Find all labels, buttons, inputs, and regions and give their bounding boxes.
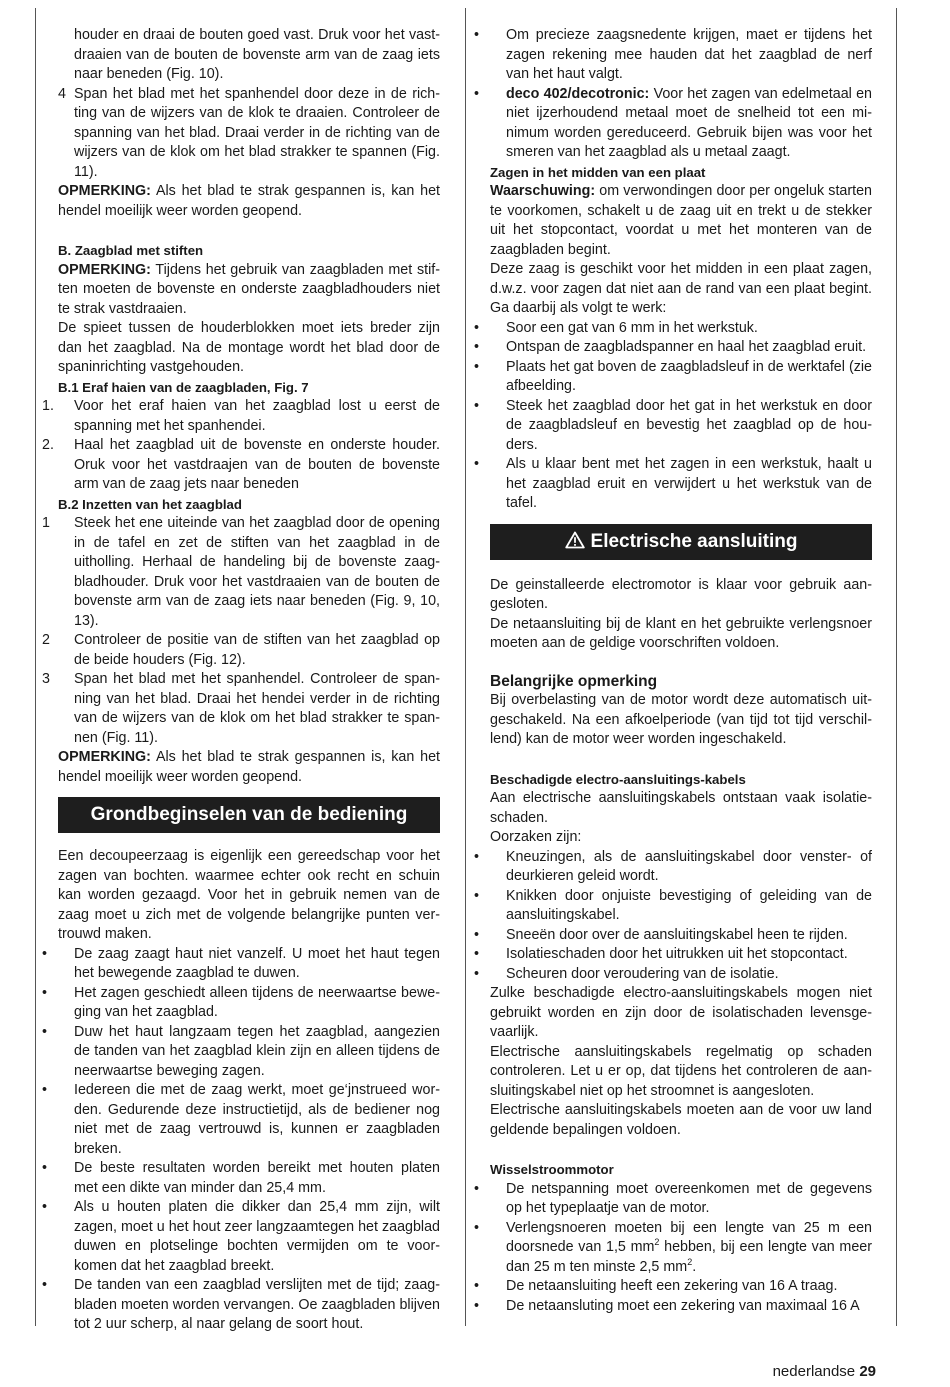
midden-heading: Zagen in het midden van een plaat bbox=[490, 164, 706, 180]
note-b-paragraph: OPMERKING: Tijdens het gebruik van zaagbladen met stiften moeten de bovenste en onderste zaagbladhouders niet te strak vastdraaien. bbox=[58, 261, 440, 317]
wissel-list bbox=[474, 1180, 873, 1317]
list-item: • Plaats het gat boven de zaagbladsleuf in de werktafel (zie afbeelding. bbox=[474, 358, 872, 394]
zulke-paragraph: Zulke beschadigde electro-aansluitingskabels mogen niet gebruikt worden en zijn door de isolatischaden levensgevaarlijk. bbox=[490, 985, 872, 1040]
netaansluiting-paragraph: De netaansluiting bij de klant en het gebruikte verlengsnoer moeten aan de geldige voorschriften voldoen. bbox=[490, 615, 872, 651]
list-item: • Knikken door onjuiste bevestiging of geleiding van de aansluitingskabel. bbox=[474, 887, 872, 923]
regelmatig-paragraph: Electrische aansluitingskabels regelmatig op schaden controleren. Let u er op, dat tijdens het controleren de aansluitingskabel niet op het stroomnet is aangesloten. bbox=[490, 1043, 872, 1099]
list-item: 1 Steek het ene uiteinde van het zaagblad door de opening in de tafel en zet de stiften van het zaagblad in de uitholling. Herhaal de handeling bij de bovenste zaagbladhouder. Druk voor het vastdraaien van de bouten de bovenste arm van de zaag iets naar beneden (Fig. 9, 10, 13). bbox=[42, 515, 440, 629]
kabels-heading: Beschadigde electro-aansluitings-kabels bbox=[490, 771, 746, 787]
oorzaken-label: Oorzaken zijn: bbox=[490, 829, 582, 845]
list-item: • Om precieze zaagsnedente krijgen, maet er tijdens het zagen rekening mee hauden dat het zaagblad de nerf van het haut valgt. bbox=[474, 27, 872, 82]
section-b-heading: B. Zaagblad met stiften bbox=[58, 243, 204, 258]
list-item: 3 Span het blad met het spanhendel. Controleer de spanning van het blad. Draai het hendei verder in de richting van de wijzers van de klok om het blad strakker te spannen (Fig. 11). bbox=[42, 671, 440, 746]
list-item: • De beste resultaten worden bereikt met houten platen met een dikte van minder dan 25,4 mm. bbox=[42, 1160, 440, 1196]
belangrijk-paragraph: Bij overbelasting van de motor wordt deze automatisch uitgeschakeld. Na een afkoelperiode (van tijd tot tijd verschillend) kan de motor weer worden ingeschakeld. bbox=[490, 692, 872, 747]
left-column bbox=[42, 26, 440, 1335]
list-item: 2. Haal het zaagblad uit de bovenste en onderste houder. Oruk voor het vastdraajen van de bouten de bovenste arm van de zaag jets naar beneden bbox=[42, 437, 440, 492]
left-margin-rule bbox=[35, 8, 36, 1326]
spieet-paragraph: De spieet tussen de houderblokken moet iets breder zijn dan het zaagblad. Na de montage wordt het blad door de spaninrichting vastgehouden. bbox=[58, 320, 440, 375]
list-item: • De netaansluiting heeft een zekering van 16 A traag. bbox=[474, 1278, 838, 1294]
wissel-heading: Wisselstroommotor bbox=[490, 1162, 614, 1177]
section-banner-electrische: Electrische aansluiting bbox=[490, 524, 872, 560]
decoupeer-paragraph: Een decoupeerzaag is eigenlijk een gereedschap voor het zagen van bochten. waarmee echter ook recht en schuin kan worden gezaagd. Voor het in gebruik nemen van de zaag moet u zich met de volgende belangrijke punten vertrouwd maken. bbox=[58, 848, 440, 942]
step-4: 4 Span het blad met het spanhendel door deze in de richting van de wijzers van de klok te draaien. Controleer de spanning van het blad. Draai verder in de richting van de wijzers van de klok om het blad strakker te spannen (Fig. 11). bbox=[58, 85, 440, 180]
page-number: 29 bbox=[859, 1363, 876, 1380]
list-item: • Verlengsnoeren moeten bij een lengte van 25 m een doorsnede van 1,5 $mm^2$ hebben, bij een lengte van meer dan 25 m ten minste 2,5 $mm^2$. bbox=[474, 1219, 873, 1275]
list-item: • Sneeën door over de aansluitingskabel heen te rijden. bbox=[474, 926, 848, 943]
list-item: • Als u houten platen die dikker dan 25,4 mm zijn, wilt zagen, moet u het hout zeer langzaamtegen het zaagblad duwen en plotselinge bochten vermijden om te voorkomen dat het zaagblad breekt. bbox=[42, 1199, 440, 1274]
list-item: 1. Voor het eraf haien van het zaagblad lost u eerst de spanning met het spanhendei. bbox=[42, 398, 440, 434]
bediening-bullet-list bbox=[42, 945, 440, 1335]
page-footer bbox=[773, 1362, 876, 1382]
list-item: • Ontspan de zaagbladspanner en haal het zaagblad eruit. bbox=[474, 339, 867, 355]
list-item: 2 Controleer de positie van de stiften van het zaagblad op de beide houders (Fig. 12). bbox=[42, 632, 440, 668]
list-item: • De zaag zaagt haut niet vanzelf. U moet het haut tegen het bewegende zaagblad te duwen. bbox=[42, 945, 440, 981]
list-item: • Steek het zaagblad door het gat in het werkstuk en door de zaagbladsleuf en bevestig het zaagblad op de houders. bbox=[474, 397, 872, 453]
midden-steps-list bbox=[474, 319, 872, 514]
kabels-paragraph: Aan electrische aansluitingskabels ontstaan vaak isolatieschaden. bbox=[490, 790, 872, 826]
warning-label: Waarschuwing: bbox=[490, 183, 596, 199]
list-item: • Het zagen geschiedt alleen tijdens de neerwaartse beweging van het zaagblad. bbox=[42, 984, 440, 1020]
geschikt-paragraph: Deze zaag is geschikt voor het midden in een plaat zagen, d.w.z. voor zagen dat niet aan de rand van een plaat begint. Ga daarbij als volgt te werk: bbox=[490, 261, 872, 316]
list-item: • deco 402/decotronic: Voor het zagen van edelmetaal en niet ijzerhoudend metaal moet de snelheid tot een minimum worden gereduceerd. Gebruik bijen was voor het smeren van het zaagblad als u metaal zaagt. bbox=[474, 85, 873, 160]
list-item: • Isolatieschaden door het uitrukken uit het stopcontact. bbox=[474, 946, 848, 962]
list-item: • Duw het haut langzaam tegen het zaagblad, aangezien de tanden van het zaagblad klein zijn en alleen tijdens de neerwaartse beweging zagen. bbox=[42, 1023, 440, 1079]
note-label: OPMERKING: bbox=[58, 183, 151, 199]
motor-paragraph: De geinstalleerde electromotor is klaar voor gebruik aangesloten. bbox=[490, 576, 872, 612]
section-b1-heading: B.1 Eraf haien van de zaagbladen, Fig. 7 bbox=[58, 379, 309, 395]
list-item: • Kneuzingen, als de aansluitingskabel door venster- of deurkieren geleid wordt. bbox=[474, 848, 872, 884]
list-item: • De netaansluting moet een zekering van maximaal 16 A bbox=[474, 1297, 860, 1314]
b1-list bbox=[42, 397, 440, 495]
footer-language: nederlandse bbox=[772, 1363, 860, 1380]
list-item: • Als u klaar bent met het zagen in een werkstuk, haalt u het zaagblad eruit en verwijdert u het werkstuk van de tafel. bbox=[474, 456, 872, 511]
list-item: • Scheuren door veroudering van de isolatie. bbox=[474, 965, 779, 982]
right-column bbox=[474, 26, 873, 1316]
section-b2-heading: B.2 Inzetten van het zaagblad bbox=[58, 496, 242, 512]
warning-triangle-icon bbox=[565, 531, 585, 549]
warning-paragraph: Waarschuwing: om verwondingen door per ongeluk starten te voorkomen, schakelt u de zaag uit en trekt u de stekker uit het stopcontact, voordat u met het monteren van de zaagbladen begint. bbox=[490, 183, 872, 258]
voldoen-paragraph: Electrische aansluitingskabels moeten aan de voor uw land geldende bepalingen voldoen. bbox=[490, 1102, 872, 1138]
list-item: • Iedereen die met de zaag werkt, moet ge‘jnstrueed worden. Gedurende deze instructietijd, als de bediener nog niet met de zaag vertrouwd is, kunnen er zaagbladen breken. bbox=[42, 1082, 440, 1157]
list-item: • De tanden van een zaagblad verslijten met de tijd; zaagbladen moeten worden vervangen. Oe zaagbladen blijven tot 2 uur scherp, al naar gelang de soort hout. bbox=[42, 1277, 440, 1332]
list-item: • De netspanning moet overeenkomen met de gegevens op het typeplaatje van de motor. bbox=[474, 1180, 872, 1216]
b2-list bbox=[42, 514, 440, 748]
note-paragraph-2: OPMERKING: Als het blad te strak gespannen is, kan het hendel moeilijk weer worden geopend. bbox=[58, 749, 440, 785]
paragraph-continued: houder en draai de bouten goed vast. Druk voor het vastdraaien van de bouten de bovenste arm van de zaag iets naar beneden (Fig. 10). bbox=[74, 27, 440, 82]
section-banner-grondbeginselen: Grondbeginselen van de bediening bbox=[58, 797, 440, 833]
causes-list bbox=[474, 848, 872, 985]
center-column-rule bbox=[465, 8, 466, 1326]
note-paragraph: OPMERKING: Als het blad te strak gespannen is, kan het hendel moeilijk weer worden geopend. bbox=[58, 183, 440, 219]
list-item: • Soor een gat van 6 mm in het werkstuk. bbox=[474, 319, 758, 336]
belangrijk-heading: Belangrijke opmerking bbox=[490, 672, 658, 690]
deco-label: deco 402/decotronic: bbox=[506, 85, 650, 102]
right-margin-rule bbox=[896, 8, 897, 1326]
